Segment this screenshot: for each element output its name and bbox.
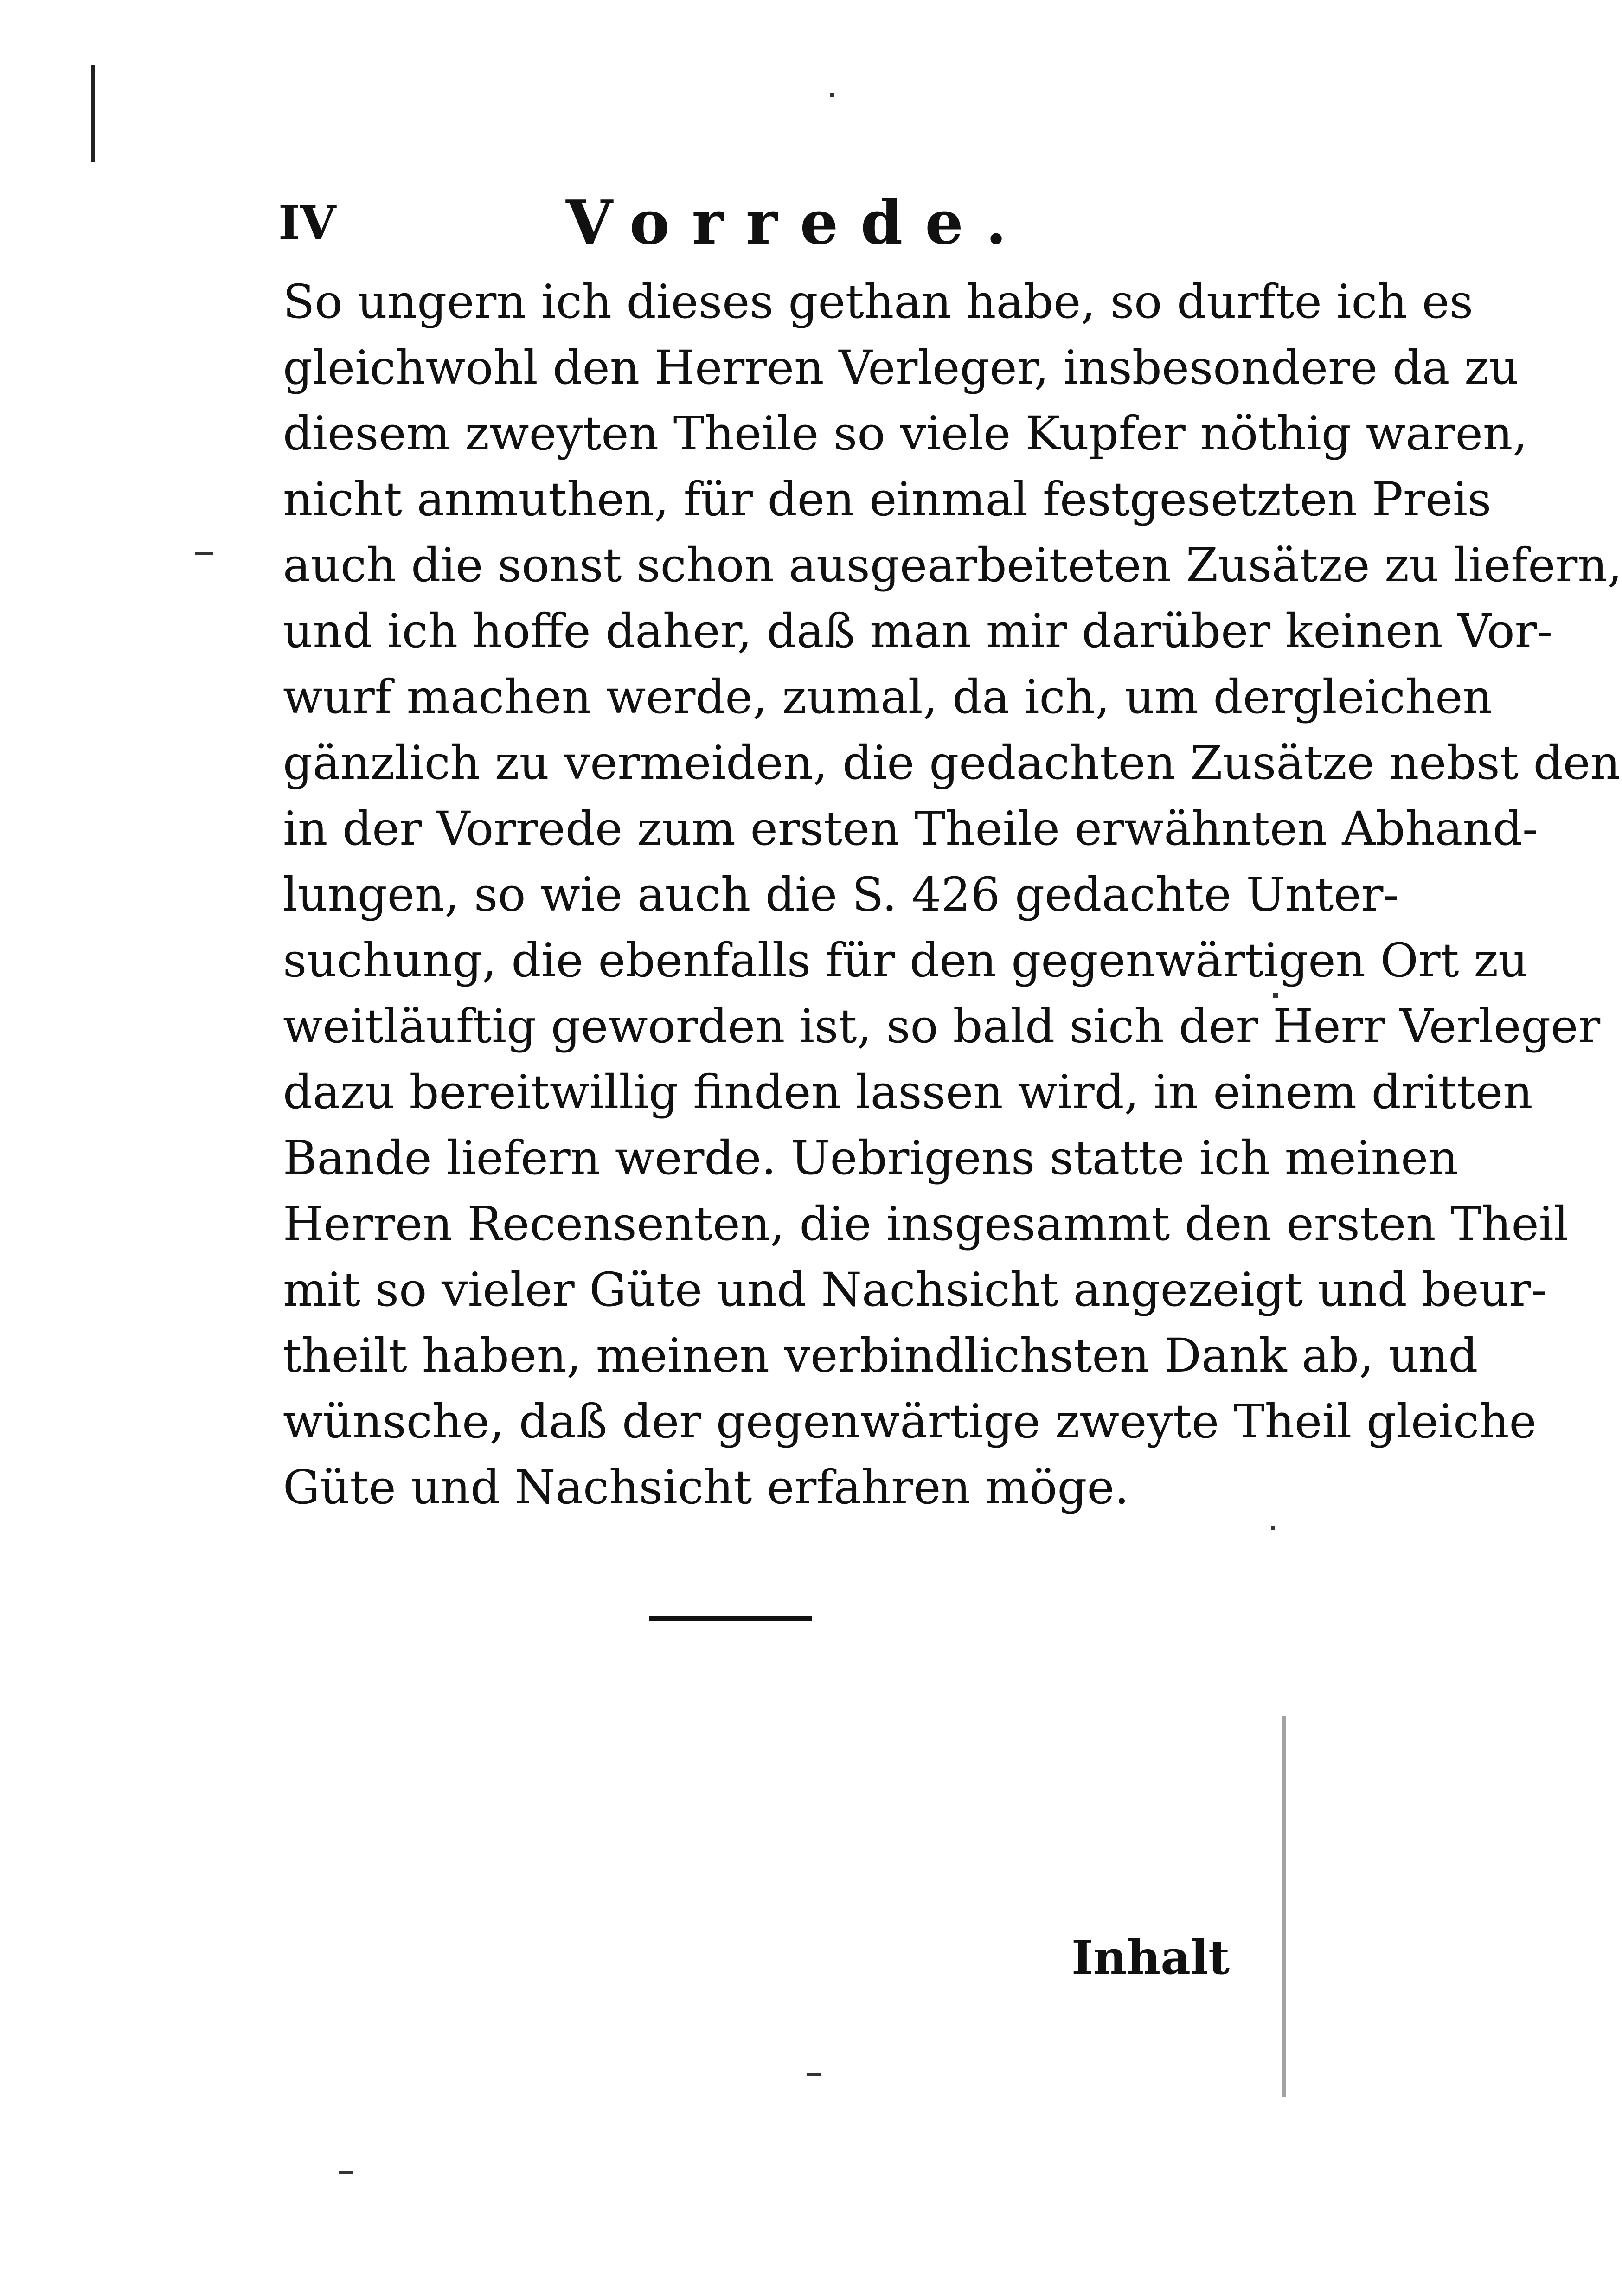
text-line: Bande liefern werde. Uebrigens statte ich meinen (283, 1131, 1458, 1185)
text-line: auch die sonst schon ausgearbeiteten Zusätze zu liefern, (283, 538, 1622, 592)
print-speck (1282, 1716, 1286, 2097)
text-line: Güte und Nachsicht erfahren möge. (283, 1460, 1129, 1514)
text-line: wurf machen werde, zumal, da ich, um dergleichen (283, 670, 1493, 724)
print-speck (807, 2073, 821, 2076)
text-line: theilt haben, meinen verbindlichsten Dank ab, und (283, 1328, 1478, 1383)
text-line: gleichwohl den Herren Verleger, insbesondere da zu (283, 340, 1519, 395)
print-speck (1271, 1526, 1275, 1530)
text-line: wünsche, daß der gegenwärtige zweyte Theil gleiche (283, 1394, 1537, 1449)
text-line: Herren Recensenten, die insgesammt den ersten Theil (283, 1197, 1569, 1251)
text-line: und ich hoffe daher, daß man mir darüber keinen Vor- (283, 604, 1553, 658)
text-line: diesem zweyten Theile so viele Kupfer nöthig waren, (283, 406, 1528, 461)
text-line: lungen, so wie auch die S. 426 gedachte Unter- (283, 867, 1399, 922)
section-end-rule (649, 1616, 812, 1621)
print-speck (195, 552, 213, 555)
catchword: Inhalt (1071, 1930, 1230, 1985)
text-line: in der Vorrede zum ersten Theile erwähnten Abhand- (283, 802, 1538, 856)
text-line: gänzlich zu vermeiden, die gedachten Zusätze nebst den (283, 736, 1621, 790)
text-line: dazu bereitwillig finden lassen wird, in einem dritten (283, 1065, 1533, 1119)
body-text (283, 269, 1622, 1520)
text-line: So ungern ich dieses gethan habe, so durfte ich es (283, 275, 1474, 329)
running-head: Vorrede. (566, 187, 1029, 258)
text-line: weitläuftig geworden ist, so bald sich der Herr Verleger (283, 999, 1601, 1053)
print-speck (830, 93, 834, 97)
print-speck (339, 2171, 353, 2174)
page-header (278, 186, 1201, 260)
text-line: mit so vieler Güte und Nachsicht angezeigt und beur- (283, 1263, 1547, 1317)
text-line: nicht anmuthen, für den einmal festgesetzten Preis (283, 472, 1492, 526)
margin-rule (91, 65, 95, 162)
print-speck (1273, 993, 1278, 998)
page-number: IV (278, 195, 336, 250)
text-line: suchung, die ebenfalls für den gegenwärtigen Ort zu (283, 933, 1528, 988)
